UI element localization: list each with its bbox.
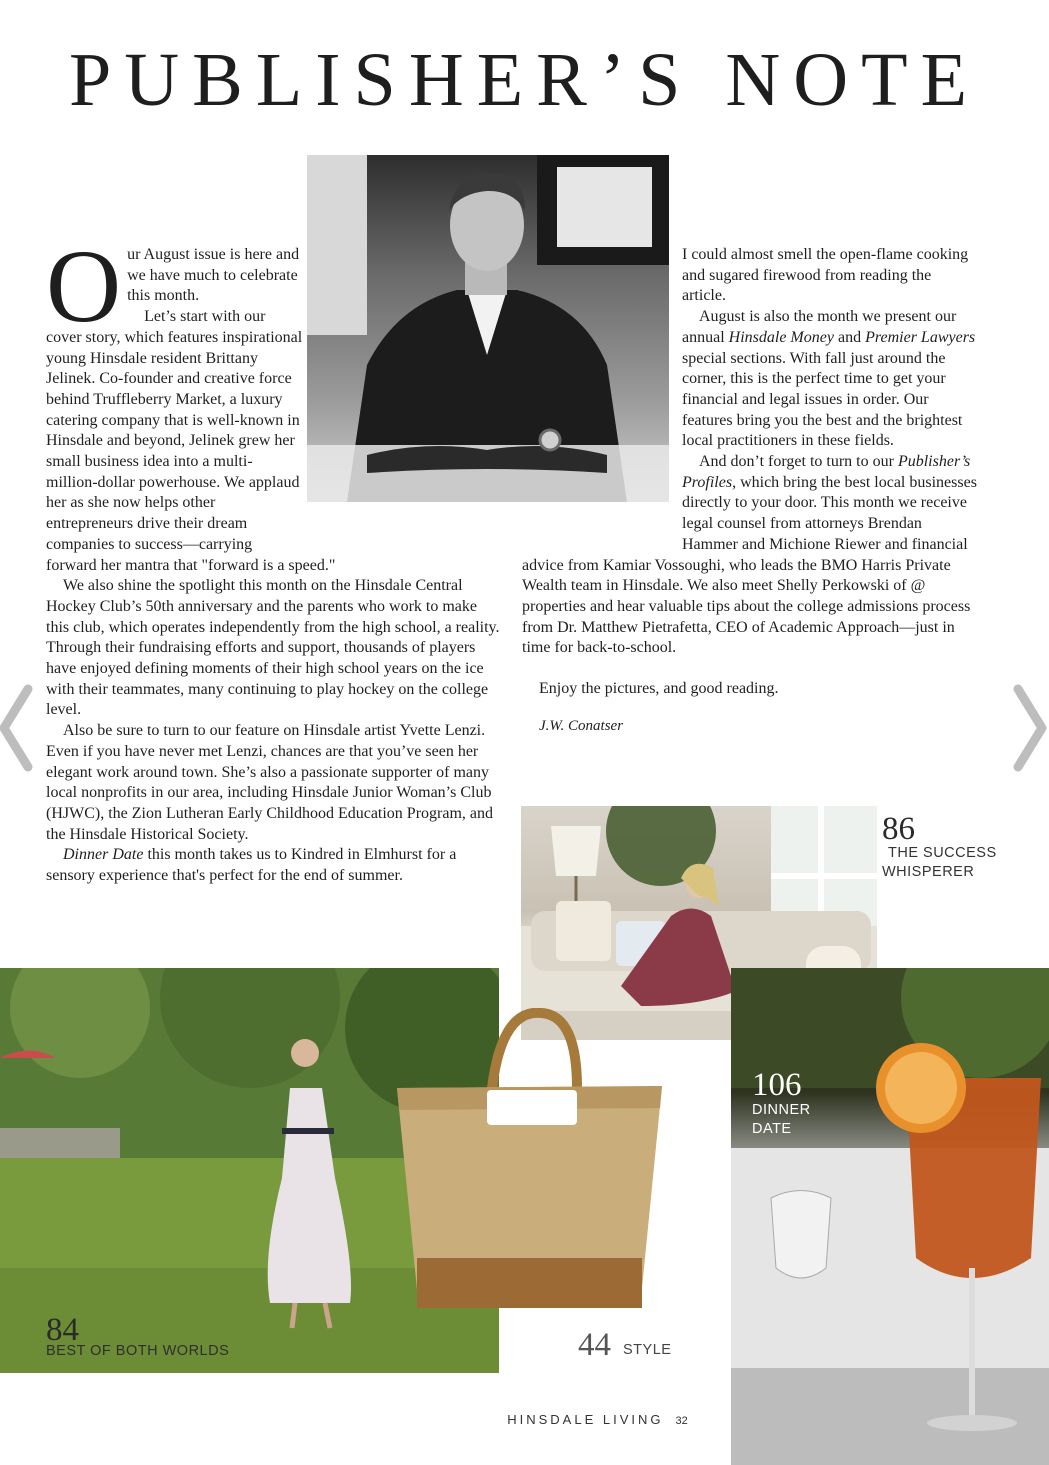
chevron-right-icon [1010,683,1049,773]
section-title: Publisher’s Profiles [682,453,971,491]
drop-cap: O [46,229,122,344]
article-text: And don’t forget to turn to our [699,453,898,471]
article-paragraph: Also be sure to turn to our feature on Hinsdale artist Yvette Lenzi. Even if you have never met Lenzi, chances are that you’ve seen her elegant work around town. She’s also a passionate supporter of many local nonprofits in our area, including Hinsdale Junior Woman’s Club (HJWC), the Zion Lutheran Early Childhood Education Program, and the Hinsdale Historical Society. [46,722,494,843]
dinner-date-title: Dinner Date [63,846,144,864]
feature-caption [752,1101,832,1139]
style-straw-bag-photo [392,1008,667,1318]
page-footer [0,1412,1049,1427]
article-text: and [833,328,866,346]
right-article-column [522,245,977,736]
article-paragraph: Let’s start with our cover story, which features inspirational young Hinsdale resident Brittany Jelinek. Co-founder and creative force behind Truffleberry Market, a luxury catering company that is well-known in Hinsdale and beyond, Jelinek grew her small business idea into a multi-million-dollar powerhouse. We applaud her as she now helps other entrepreneurs drive their dream companies to success—carrying forward her mantra that "forward is a speed." [46,308,336,574]
article-paragraph: I could almost smell the open-flame cooking and sugared firewood from reading the article. [682,246,969,305]
feature-caption-line: WHISPERER [882,864,975,880]
prev-page-button[interactable] [0,683,36,773]
feature-caption-line: THE SUCCESS [888,845,997,861]
feature-page-number: 84 [46,1312,79,1348]
feature-page-number: 44 [578,1327,611,1363]
article-paragraph [46,845,504,886]
feature-page-number: 86 [882,811,915,847]
chevron-left-icon [0,683,36,773]
feature-caption: STYLE [623,1342,672,1358]
article-text: this month takes us to Kindred in Elmhurst for a sensory experience that's perfect for the end of summer. [46,846,457,885]
next-page-button[interactable] [1010,683,1049,773]
cocktail-glass-illustration [731,968,1049,1465]
dinner-date-photo [731,968,1049,1465]
article-text: , which bring the best local businesses directly to your door. This month we receive legal counsel from attorneys Brendan Hammer and Michione Riewer and financial advice from Kamiar Vossoughi, who leads the BMO Harris Private Wealth team in Hinsdale. We also meet Shelly Perkowski of @ properties and hear valuable tips about the college admissions process from Dr. Matthew Pietrafetta, CEO of Academic Approach—just in time for back-to-school. [522,473,977,657]
straw-bag-illustration [392,1008,667,1318]
section-title: Hinsdale Money [728,328,834,346]
signature: J.W. Conatser [539,717,624,734]
section-title: Premier Lawyers [865,328,976,346]
article-text: August is also the month we present our annual [682,308,957,346]
article-paragraph: ur August issue is here and we have much to celebrate this month. [127,246,300,305]
feature-page-number: 106 [752,1067,802,1103]
left-article-column [46,229,504,887]
article-text: special sections. With fall just around the corner, this is the perfect time to get your financial and legal issues in order. Our features bring you the best and the brightest local practitioners in these fields. [682,349,963,450]
article-paragraph: We also shine the spotlight this month on the Hinsdale Central Hockey Club’s 50th anniversary and the parents who work to make this club, which operates independently from the high school, a reality. Through their fundraising efforts and support, thousands of players have enjoyed defining moments of their high school years on the ice with their teammates, many continuing to play hockey on the college level. [46,577,500,719]
feature-caption [882,844,1028,882]
signoff: Enjoy the pictures, and good reading. [539,680,779,698]
magazine-name: HINSDALE LIVING [507,1412,664,1427]
feature-caption-line: DATE [752,1121,792,1137]
page-title: PUBLISHER’S NOTE [68,38,981,122]
page-number: 32 [675,1415,688,1427]
feature-caption-line: DINNER [752,1102,811,1118]
feature-caption: BEST OF BOTH WORLDS [46,1343,230,1359]
